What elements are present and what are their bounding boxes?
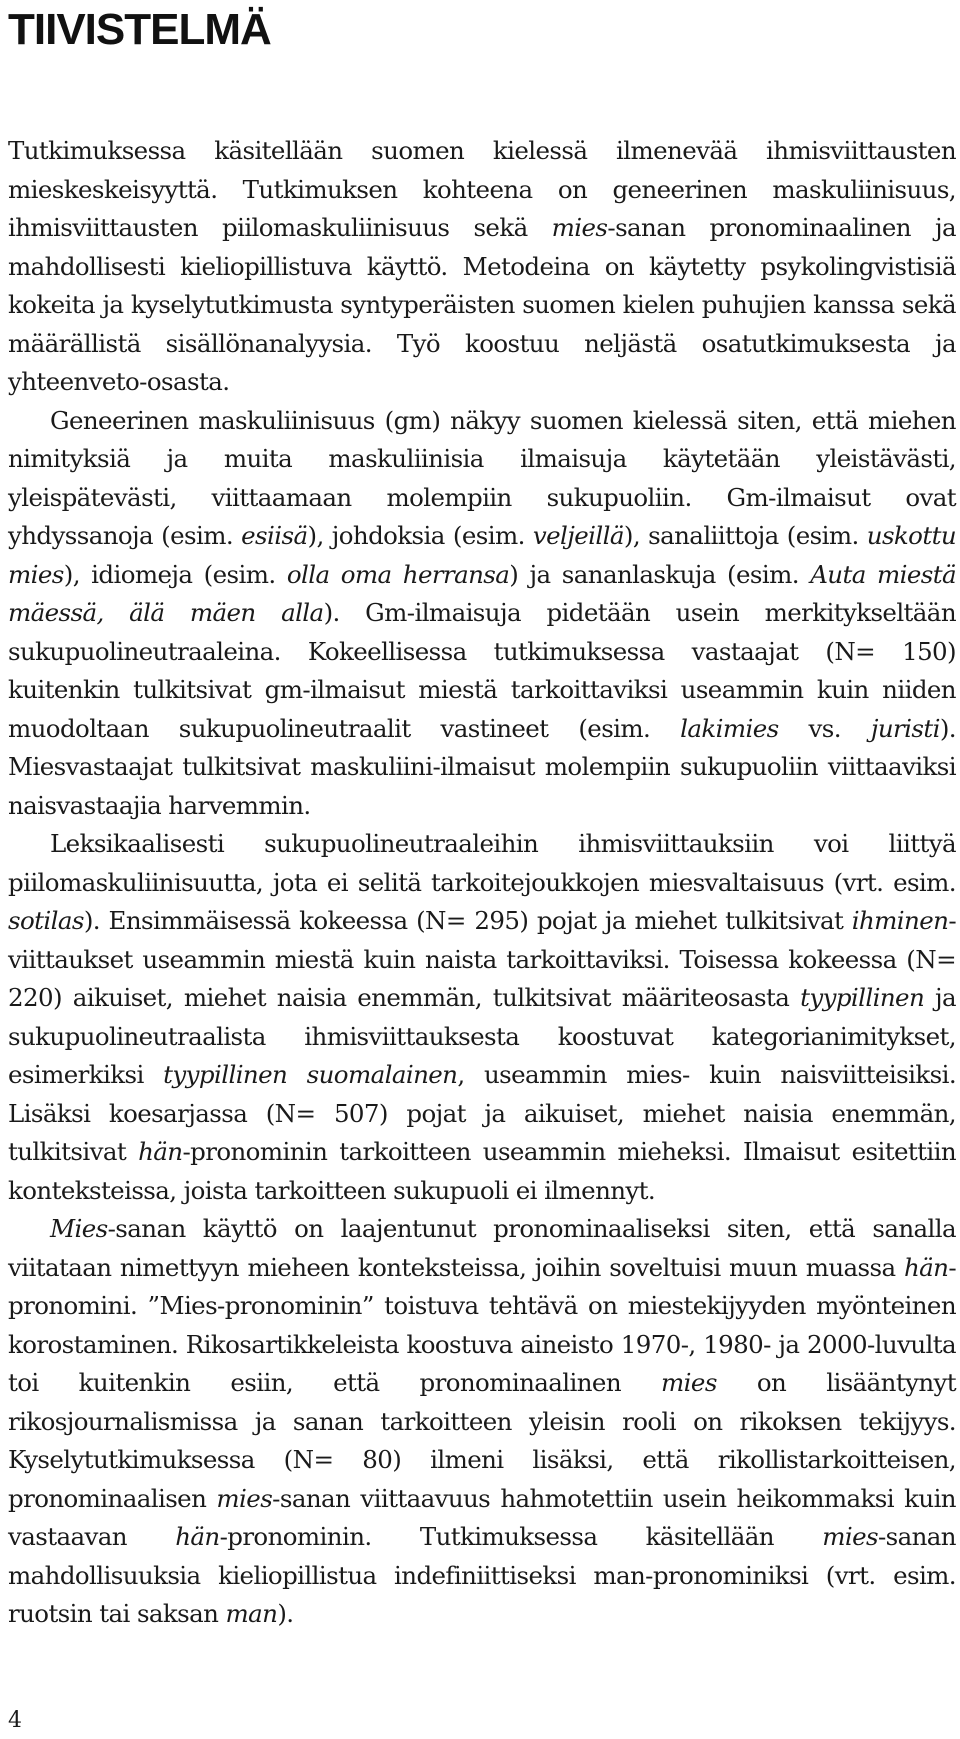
italic-term: man xyxy=(225,1599,278,1628)
paragraph xyxy=(8,132,956,402)
text-run: on lisääntynyt rikosjournalismissa ja sanan tarkoitteen yleisin rooli on rikoksen tekijyys. Kyselytutkimuksessa (N= 80) ilmeni lisäksi, että rikollistarkoitteisen, pronominaalisen xyxy=(8,1368,956,1513)
italic-term: hän xyxy=(138,1137,183,1166)
text-run: -sanan mahdollisuuksia kieliopillistua indefiniittiseksi man-pronominiksi (vrt. esim. ruotsin tai saksan xyxy=(8,1522,956,1628)
italic-term: hän xyxy=(903,1252,949,1282)
italic-term: juristi xyxy=(870,713,940,743)
text-run: ). Miesvastaajat tulkitsivat maskuliini-ilmaisut molempiin sukupuoliin viittaaviksi naisvastaajia harvemmin. xyxy=(8,713,956,820)
italic-term: esiisä xyxy=(241,521,308,550)
page-number: 4 xyxy=(8,1708,22,1733)
italic-term: veljeillä xyxy=(532,521,624,550)
text-run: ), sanaliittoja (esim. xyxy=(623,521,867,550)
italic-term: mies xyxy=(661,1368,717,1397)
paragraph xyxy=(8,825,956,1210)
page-title: TIIVISTELMÄ xyxy=(8,5,271,54)
italic-term: sotilas xyxy=(8,906,84,935)
text-run: -sanan käyttö on laajentunut pronominaaliseksi siten, että sanalla viitataan nimettyyn mieheen konteksteissa, joihin soveltuisi muun muassa xyxy=(8,1214,956,1282)
italic-term: mies xyxy=(822,1522,878,1551)
italic-term: olla oma herransa xyxy=(286,559,510,589)
text-run: vs. xyxy=(778,713,871,743)
italic-term: mies xyxy=(216,1483,273,1513)
text-run: -viittaukset useammin miestä kuin naista tarkoittaviksi. Toisessa kokeessa (N= 220) aikuiset, miehet naisia enemmän, tulkitsivat määriteosasta xyxy=(8,906,956,1012)
text-run: ja sukupuolineutraalista ihmisviittauksesta koostuvat kategorianimitykset, esimerkiksi xyxy=(8,983,956,1089)
italic-term: Mies xyxy=(50,1214,108,1243)
text-run: ). xyxy=(277,1599,294,1628)
text-run: ) ja sananlaskuja (esim. xyxy=(509,559,811,589)
text-run: -pronomini. ”Mies-pronominin” toistuva tehtävä on miestekijyyden myönteinen korostaminen. Rikosartikkeleista koostuva aineisto 1970-, 1980- ja 2000-luvulta toi kuitenkin esiin, että pronominaalinen xyxy=(8,1252,956,1397)
italic-term: ihminen xyxy=(851,906,949,935)
italic-term: tyypillinen suomalainen xyxy=(163,1060,458,1089)
italic-term: Auta miestä mäessä, älä mäen alla xyxy=(8,559,956,627)
italic-term: mies xyxy=(551,213,608,242)
paragraph xyxy=(8,1210,956,1634)
text-run: ), idiomeja (esim. xyxy=(63,559,287,589)
text-run: , useammin mies- kuin naisviitteisiksi. Lisäksi koesarjassa (N= 507) pojat ja aikuiset, miehet naisia enemmän, tulkitsivat xyxy=(8,1060,957,1166)
text-run: -pronominin. Tutkimuksessa käsitellään xyxy=(219,1522,823,1551)
text-run: -sanan pronominaalinen ja mahdollisesti kieliopillistuva käyttö. Metodeina on käytetty psykolingvistisiä kokeita ja kyselytutkimusta syntyperäisten suomen kielen puhujien kanssa sekä määrällistä sisällönanalyysia. Työ koostuu neljästä osatutkimuksesta ja yhteenveto-osasta. xyxy=(8,213,956,396)
text-run: ). Ensimmäisessä kokeessa (N= 295) pojat ja miehet tulkitsivat xyxy=(83,906,852,935)
abstract-body xyxy=(8,132,956,1634)
text-run: Tutkimuksessa käsitellään suomen kielessä ilmenevää ihmisviittausten mieskeskeisyyttä. Tutkimuksen kohteena on geneerinen maskuliinisuus, ihmisviittausten piilomaskuliinisuus sekä xyxy=(8,136,956,242)
italic-term: tyypillinen xyxy=(800,983,925,1012)
italic-term: hän xyxy=(175,1522,220,1551)
text-run: ), johdoksia (esim. xyxy=(307,521,533,550)
italic-term: uskottu mies xyxy=(8,521,956,589)
text-run: Leksikaalisesti sukupuolineutraaleihin ihmisviittauksiin voi liittyä piilomaskuliinisuutta, jota ei selitä tarkoitejoukkojen miesvaltaisuus (vrt. esim. xyxy=(8,829,956,897)
text-run: Geneerinen maskuliinisuus (gm) näkyy suomen kielessä siten, että miehen nimityksiä ja muita maskuliinisia ilmaisuja käytetään yleistävästi, yleispätevästi, viittaamaan molempiin sukupuoliin. Gm-ilmaisut ovat yhdyssanoja (esim. xyxy=(8,405,956,550)
italic-term: lakimies xyxy=(680,713,779,743)
text-run: -sanan viittaavuus hahmotettiin usein heikommaksi kuin vastaavan xyxy=(8,1483,956,1551)
paragraph xyxy=(8,402,956,826)
text-run: ). Gm-ilmaisuja pidetään usein merkitykseltään sukupuolineutraaleina. Kokeellisessa tutkimuksessa vastaajat (N= 150) kuitenkin tulkitsivat gm-ilmaisut miestä tarkoittaviksi useammin kuin niiden muodoltaan sukupuolineutraalit vastineet (esim. xyxy=(8,598,956,743)
text-run: -pronominin tarkoitteen useammin mieheksi. Ilmaisut esitettiin konteksteissa, joista tarkoitteen sukupuoli ei ilmennyt. xyxy=(8,1137,957,1205)
